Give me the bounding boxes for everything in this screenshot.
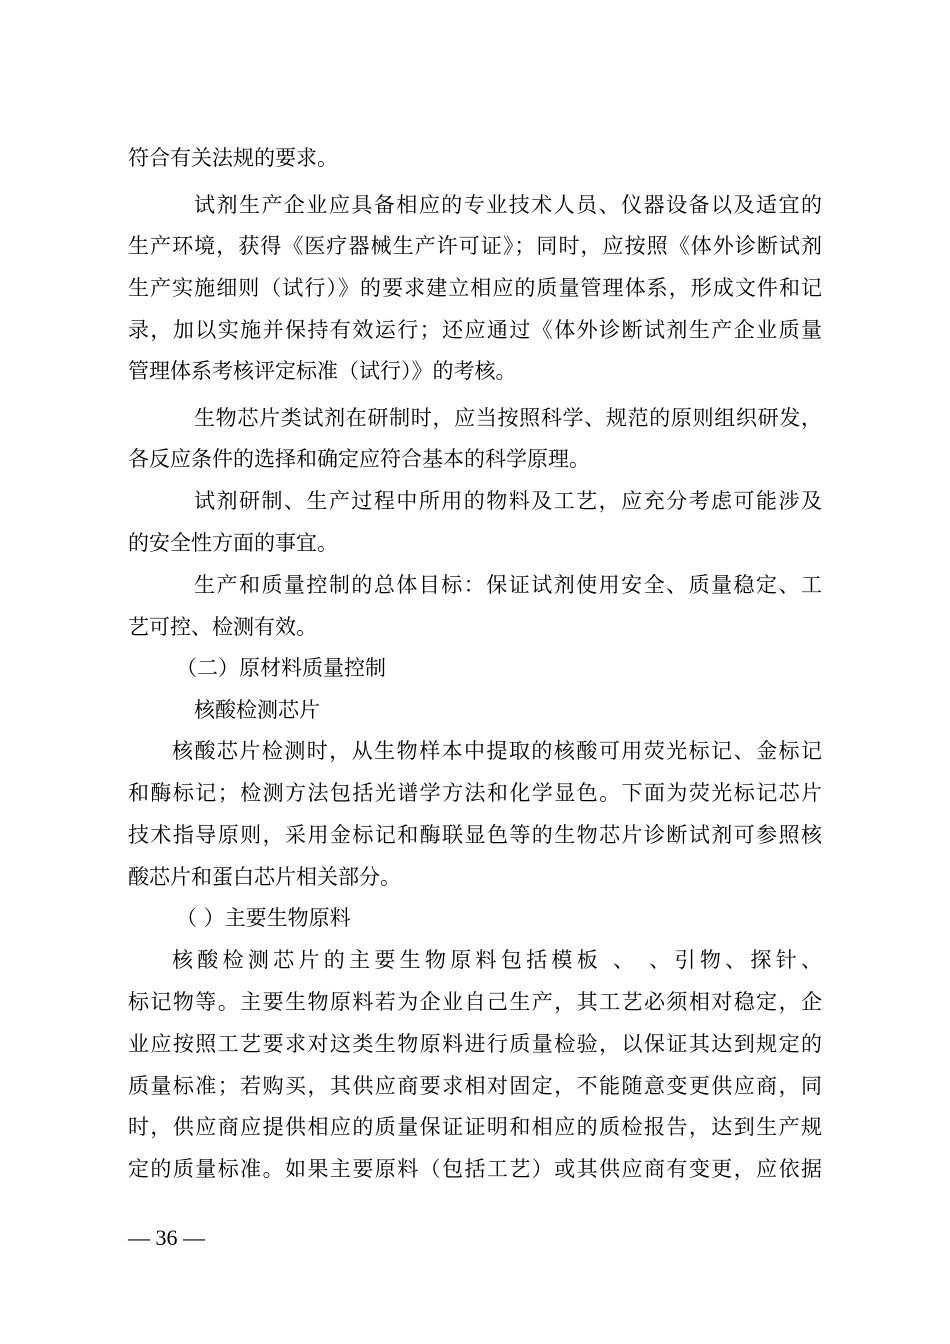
text-line: 定的质量标准。如果主要原料（包括工艺）或其供应商有变更，应依据 [128, 1157, 822, 1181]
text-line: 录，加以实施并保持有效运行；还应通过《体外诊断试剂生产企业质量 [128, 318, 822, 342]
text-line: 和酶标记；检测方法包括光谱学方法和化学显色。下面为荧光标记芯片 [128, 781, 822, 805]
text-line: 各反应条件的选择和确定应符合基本的科学原理。 [128, 447, 590, 471]
text-line: 生产实施细则（试行）》的要求建立相应的质量管理体系，形成文件和记 [128, 276, 822, 300]
section-heading: （二）原材料质量控制 [176, 656, 386, 680]
paragraph-start-line: 核酸检测芯片的主要生物原料包括模板 、 、引物、探针、 [172, 948, 822, 972]
text-line: 业应按照工艺要求对这类生物原料进行质量检验，以保证其达到规定的 [128, 1032, 822, 1056]
paragraph-start-line: 生物芯片类试剂在研制时，应当按照科学、规范的原则组织研发， [194, 406, 822, 430]
paragraph-start-line: 核酸芯片检测时，从生物样本中提取的核酸可用荧光标记、金标记 [172, 739, 822, 763]
text-line: 生产环境，获得《医疗器械生产许可证》；同时，应按照《体外诊断试剂 [128, 234, 822, 258]
paragraph-start-line: 试剂生产企业应具备相应的专业技术人员、仪器设备以及适宜的 [194, 193, 822, 217]
text-line: 质量标准；若购买，其供应商要求相对固定，不能随意变更供应商，同 [128, 1074, 822, 1098]
page-number: — 36 — [128, 1225, 205, 1250]
subsection-heading: 核酸检测芯片 [194, 698, 320, 722]
text-line: 的安全性方面的事宜。 [128, 531, 338, 555]
subsection-heading: （ ）主要生物原料 [176, 906, 351, 930]
paragraph-start-line: 试剂研制、生产过程中所用的物料及工艺，应充分考虑可能涉及 [194, 489, 822, 513]
text-line: 符合有关法规的要求。 [128, 146, 338, 170]
paragraph-start-line: 生产和质量控制的总体目标：保证试剂使用安全、质量稳定、工 [194, 573, 822, 597]
text-line: 艺可控、检测有效。 [128, 615, 317, 639]
text-line: 标记物等。主要生物原料若为企业自己生产，其工艺必须相对稳定，企 [128, 990, 822, 1014]
text-line: 技术指导原则，采用金标记和酶联显色等的生物芯片诊断试剂可参照核 [128, 823, 822, 847]
text-line: 酸芯片和蛋白芯片相关部分。 [128, 865, 401, 889]
text-line: 时，供应商应提供相应的质量保证证明和相应的质检报告，达到生产规 [128, 1115, 822, 1139]
text-line: 管理体系考核评定标准（试行）》的考核。 [128, 359, 517, 383]
